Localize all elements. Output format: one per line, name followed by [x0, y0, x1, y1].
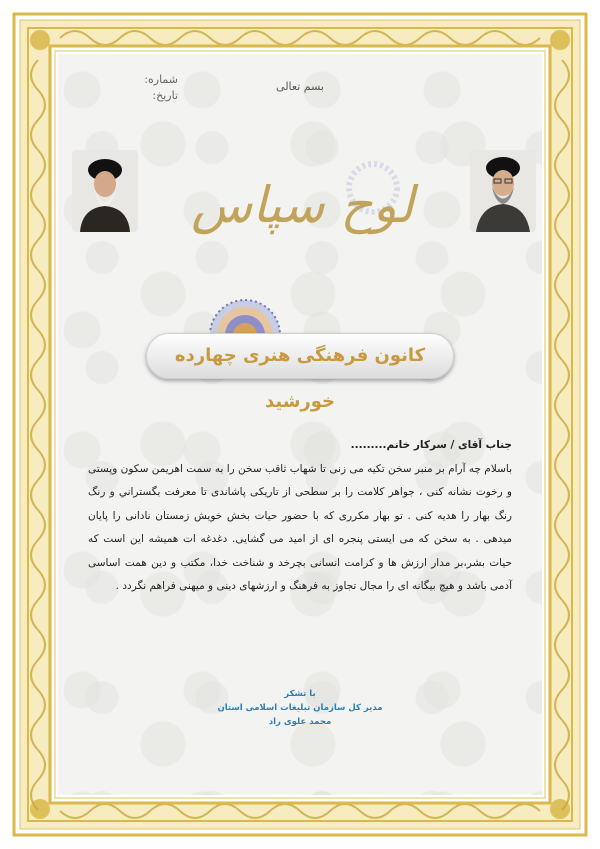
- salutation-line: جناب آقای / سرکار خانم.........: [350, 439, 512, 451]
- title-area: [185, 150, 420, 260]
- portrait-left: [72, 150, 138, 232]
- signature-title: مدیر کل سازمان تبلیغات اسلامی استان: [217, 703, 383, 713]
- certificate-body: [88, 434, 512, 599]
- certificate-title: لوح سپاس: [191, 176, 414, 234]
- rosette-ornament: [205, 295, 285, 335]
- body-paragraph: باسلام چه آرام بر منبر سخن تکیه می زنی تا شهاب ثاقب سخن را به سمت اهریمن سکون وپستی و رخوت نشانه کنی ، جواهر کلامت را بر سطحی از تاریکی پاشاندی تا معرفت بگستراني و رنگ رنگ بهار را هدیه کنی . تو بهار مکرری که با حضور حیات بخش خویش زمستان نادانی را پایان میدهی . به سخن که می ایستی پنجره ای از امید می گشایی. دغدغه ات همیشه این است که حیات بشر،بر مدار ارزش ها و کرامت انسانی بچرخد و شناخت خدا، مکتب و دین همت اساسی آدمی باشد و هیچ بیگانه ای را مجال تجاوز به فرهنگ و ارزشهای دینی و میهنی فراهم نگردد .: [88, 462, 512, 592]
- bismillah-heading: بسم تعالی: [276, 80, 324, 93]
- number-date-fields: [118, 72, 178, 104]
- date-label: تاریخ:: [152, 89, 178, 102]
- portrait-right: [470, 150, 536, 232]
- organization-banner: [146, 333, 454, 412]
- signature-name: محمد علوی راد: [268, 717, 332, 727]
- signature-block: [0, 687, 600, 729]
- organization-name: کانون فرهنگی هنری چهارده خورشید: [174, 345, 426, 412]
- number-label: شماره:: [144, 73, 178, 86]
- signature-thanks: با تشکر: [284, 689, 316, 699]
